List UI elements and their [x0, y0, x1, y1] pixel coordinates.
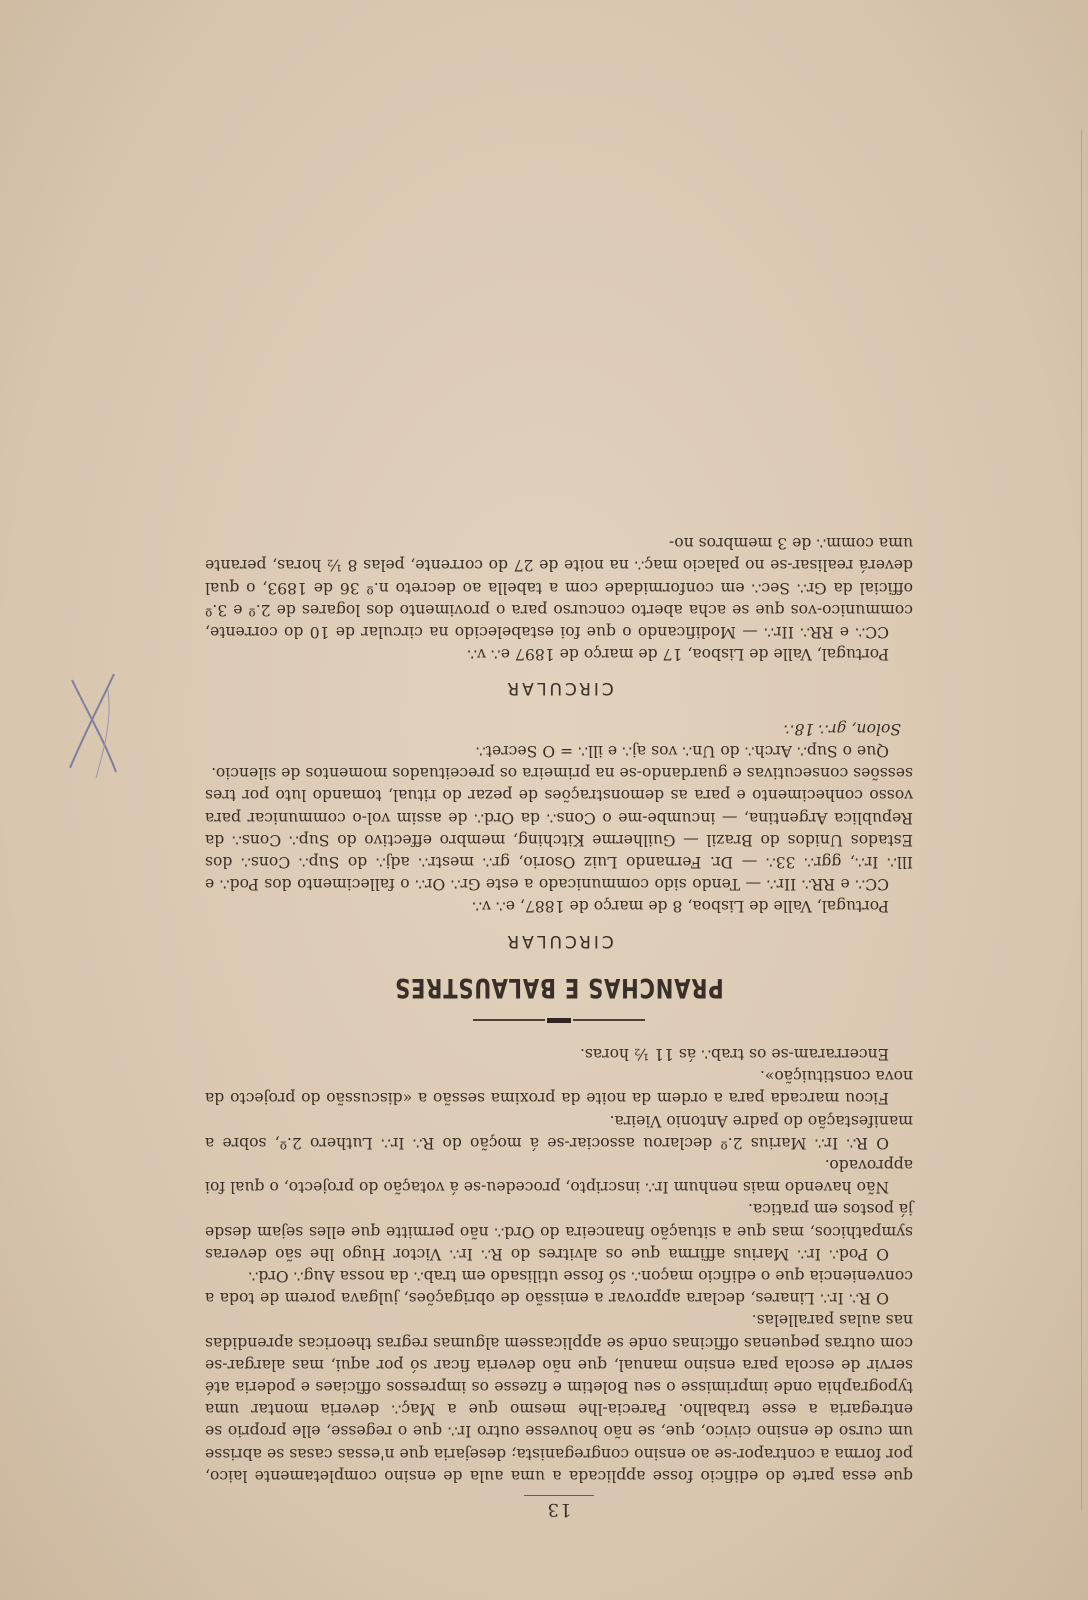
page-number: 13	[546, 1499, 572, 1520]
paragraph: O R∴ Ir∴ Marius 2.º declarou associar-se á moção do R∴ Ir∴ Luthero 2.º, sobre a manifestação do padre Antonio Vieira.	[205, 1111, 913, 1152]
circular-dateline: Portugal, Valle de Lisboa, 17 de março de 1897 e∴ v∴	[467, 645, 889, 664]
circular-dateline: Portugal, Valle de Lisboa, 8 de março de 1887, e∴ v∴	[472, 897, 889, 916]
circular-closing: Que o Sup∴ Arch∴ do Un∴ vos aj∴ e ill∴ = O Secret∴	[475, 741, 889, 760]
paragraph: Ficou marcada para a ordem da noite da proxima sessão a «discussão do projecto da nova constituição».	[205, 1067, 913, 1108]
paragraph: O Pod∴ Ir∴ Marius affirma que os alvitres do R∴ Ir∴ Victor Hugo lhe são deveras sympathicos, mas que a situação financeira do Ord∴ não permitte que elles sejam desde já postos em pratica.	[205, 1200, 913, 1263]
paragraph-continuation: que essa parte do edificio fosse applicada a uma aula de ensino completamente laico, por forma a contrapor-se ao ensino congreganista; desejaria que n'essas casas se abrisse um curso de ensino civico, que, se não houvesse outro Ir∴ que o regesse, elle proprio se entregaria a esse trabalho. Parecia-lhe mesmo que a Maç∴ deveria montar uma typographia onde imprimisse o seu Boletim e fizesse os impressos officiaes e poderia até servir de escola para ensino manual, que não deveria ficar só por aqui, mas alargar-se com outras pequenas officinas onde se applicassem algumas regras theoricas aprendidas nas aulas parallelas.	[205, 1311, 913, 1485]
circular-heading: CIRCULAR	[504, 678, 614, 699]
section-title: PRANCHAS E BALAUSTRES	[394, 971, 724, 1003]
paragraph: O R∴ Ir∴ Linares, declara approvar a emissão de obrigações, julgava porem de toda a conveniencia que o edificio maçon∴ só fosse utilisado em trab∴ da nossa Aug∴ Ord∴	[205, 1266, 913, 1308]
circular-body: CC∴ e RR∴ IIr∴ — Modificando o que foi estabelecido na circular de 10 do corrente, communico-vos que se acha aberto concurso para o provimento dos logares de 2.º e 3.º official da Gr∴ Sec∴ em conformidade com a tabella ao decreto n.º 36 de 1893, o qual deverá realisar-se no palacio maç∴ na noite de 27 do corrente, pelas 8 ½ horas, perante uma comm∴ de 3 membros no-	[205, 534, 913, 642]
circular-heading: CIRCULAR	[504, 930, 614, 951]
circular-signature: Solon, gr∴ 18∴	[784, 719, 901, 738]
text-block	[205, 532, 913, 1520]
paragraph: Encerraram-se os trab∴ ás 11 ½ horas.	[579, 1044, 889, 1063]
folio-rule	[524, 1495, 594, 1496]
paragraph: Não havendo mais nenhum Ir∴ inscripto, procedeu-se á votação do projecto, o qual foi approvado.	[205, 1155, 913, 1197]
section-divider	[205, 1018, 913, 1023]
circular-body: CC∴ e RR∴ IIr∴ — Tendo sido communicado a este Gr∴ Or∴ o fallecimento dos Pod∴ e Ill∴ Ir∴, ggr∴ 33∴ — Dr. Fernando Luiz Osorio, gr∴ mestr∴ adj∴ do Sup∴ Cons∴ dos Estados Unidos do Brazil — Guilherme Kitching, membro effectivo do Sup∴ Cons∴ da Republica Argentina, — incumbe-me o Cons∴ da Ord∴ de assim vol-o communicar para vosso conhecimento e para as demonstrações de pezar do ritual, tomando luto por tres sessões consecutivas e guardando-se na primeira os preceituados momentos de silencio.	[205, 764, 913, 894]
